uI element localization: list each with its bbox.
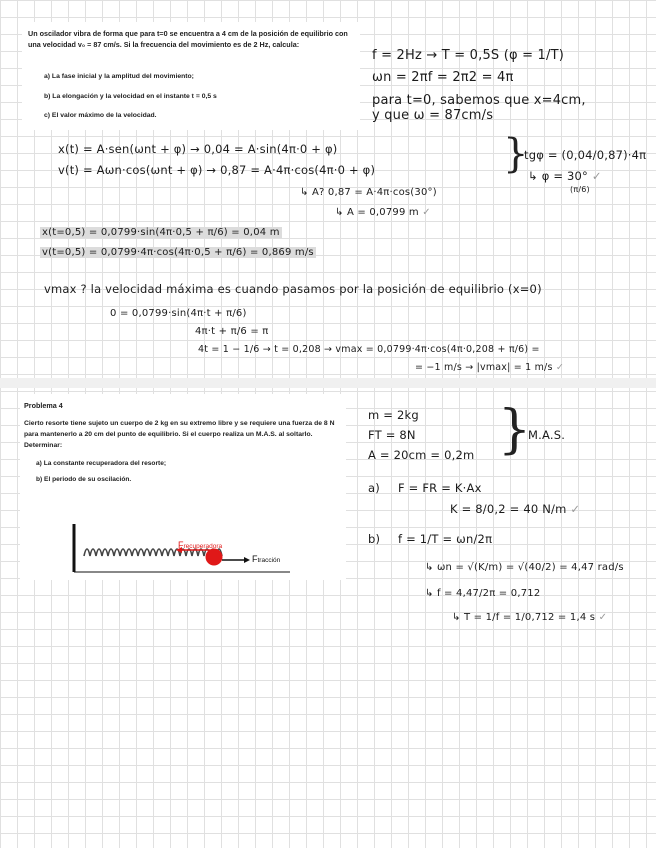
elongation-at-t	[40, 227, 282, 238]
check-icon: ✓	[591, 169, 602, 183]
vmax-result	[415, 362, 564, 373]
problem4-title: Problema 4	[24, 401, 63, 410]
mass-ball	[206, 549, 223, 566]
amplitude-result	[335, 207, 431, 218]
phase-radians: (π/6)	[570, 185, 590, 194]
vmax-value: = −1 m/s → |vmax| = 1 m/s	[415, 362, 553, 373]
vmax-question: vmax ? la velocidad máxima es cuando pasamos por la posición de equilibrio (x=0)	[44, 282, 542, 296]
spring-figure	[70, 520, 294, 576]
right-brace-system: }	[503, 131, 529, 177]
given-initial-position: para t=0, sabemos que x=4cm,	[372, 93, 586, 108]
angular-frequency: ↳ ωn = √(K/m) = √(40/2) = 4,47 rad/s	[425, 562, 624, 573]
vmax-step-1: 0 = 0,0799·sin(4π·t + π/6)	[110, 308, 247, 319]
equation-velocity: v(t) = Aωn·cos(ωnt + φ) → 0,87 = A·4π·cos(4π·0 + φ)	[58, 163, 376, 177]
problem3-item-b: b) La elongación y la velocidad en el instante t = 0,5 s	[44, 93, 217, 100]
given-amplitude: A = 20cm = 0,2m	[368, 448, 475, 462]
right-brace-givens: }	[498, 400, 532, 460]
period-value: ↳ T = 1/f = 1/0,712 = 1,4 s	[452, 612, 596, 623]
mas-label: M.A.S.	[528, 428, 566, 442]
problem4-item-a: a) La constante recuperadora del resorte;	[36, 460, 167, 467]
problem3-item-a: a) La fase inicial y la amplitud del movimiento;	[44, 73, 194, 80]
check-icon: ✓	[555, 362, 565, 373]
elongation-line: x(t=0,5) = 0,0799·sin(4π·0,5 + π/6) = 0,04 m	[42, 227, 280, 238]
given-force: FT = 8N	[368, 428, 416, 442]
frequency-relation: f = 1/T = ωn/2π	[398, 532, 493, 546]
frequency-value: ↳ f = 4,47/2π = 0,712	[425, 588, 541, 599]
vmax-step-2: 4π·t + π/6 = π	[195, 326, 269, 337]
hooke-law: F = FR = K·Ax	[398, 481, 482, 495]
given-frequency: f = 2Hz → T = 0,5S (φ = 1/T)	[372, 48, 564, 63]
given-initial-velocity: y que ω = 87cm/s	[372, 108, 494, 123]
velocity-line: v(t=0,5) = 0,0799·4π·cos(4π·0,5 + π/6) = 0,869 m/s	[42, 247, 314, 258]
check-icon: ✓	[598, 612, 608, 623]
problem4-statement: Cierto resorte tiene sujeto un cuerpo de 2 kg en su extremo libre y se requiere una fuerza de 8 N para mantenerlo a 20 cm del punto de equilibrio. Si el cuerpo realiza un M.A.S. al soltarlo. Determinar:	[24, 420, 335, 449]
check-icon: ✓	[570, 502, 581, 516]
given-omega: ωn = 2πf = 2π2 = 4π	[372, 70, 514, 85]
tangent-phase: tgφ = (0,04/0,87)·4π	[524, 148, 647, 162]
check-icon: ✓	[422, 207, 431, 218]
problem3-statement: Un oscilador vibra de forma que para t=0 se encuentra a 4 cm de la posición de equilibrio con una velocidad v₀ = 87 cm/s. Si la frecuencia del movimiento es de 2 Hz, calcula:	[28, 29, 348, 49]
velocity-at-t	[40, 247, 316, 258]
restoring-force-label: Frecuperadora	[178, 540, 223, 550]
period-result	[452, 612, 607, 623]
part-b-label: b)	[368, 532, 381, 546]
vmax-step-3: 4t = 1 − 1/6 → t = 0,208 → vmax = 0,0799·4π·cos(4π·0,208 + π/6) =	[198, 344, 540, 355]
equation-position: x(t) = A·sen(ωnt + φ) → 0,04 = A·sin(4π·0 + φ)	[58, 142, 338, 156]
traction-force-label: Ftracción	[252, 554, 281, 564]
spring-constant-value: K = 8/0,2 = 40 N/m	[450, 502, 567, 516]
amplitude-step: ↳ A? 0,87 = A·4π·cos(30°)	[300, 187, 437, 198]
part-a-label: a)	[368, 481, 380, 495]
problem4-item-b: b) El periodo de su oscilación.	[36, 476, 132, 483]
phase-result	[528, 169, 602, 183]
phase-value: ↳ φ = 30°	[528, 169, 589, 183]
traction-arrow-head	[244, 557, 250, 563]
spring-constant	[450, 502, 580, 516]
page-separator	[0, 378, 656, 388]
amplitude-value: ↳ A = 0,0799 m	[335, 207, 419, 218]
given-mass: m = 2kg	[368, 408, 419, 422]
problem3-item-c: c) El valor máximo de la velocidad.	[44, 112, 157, 119]
